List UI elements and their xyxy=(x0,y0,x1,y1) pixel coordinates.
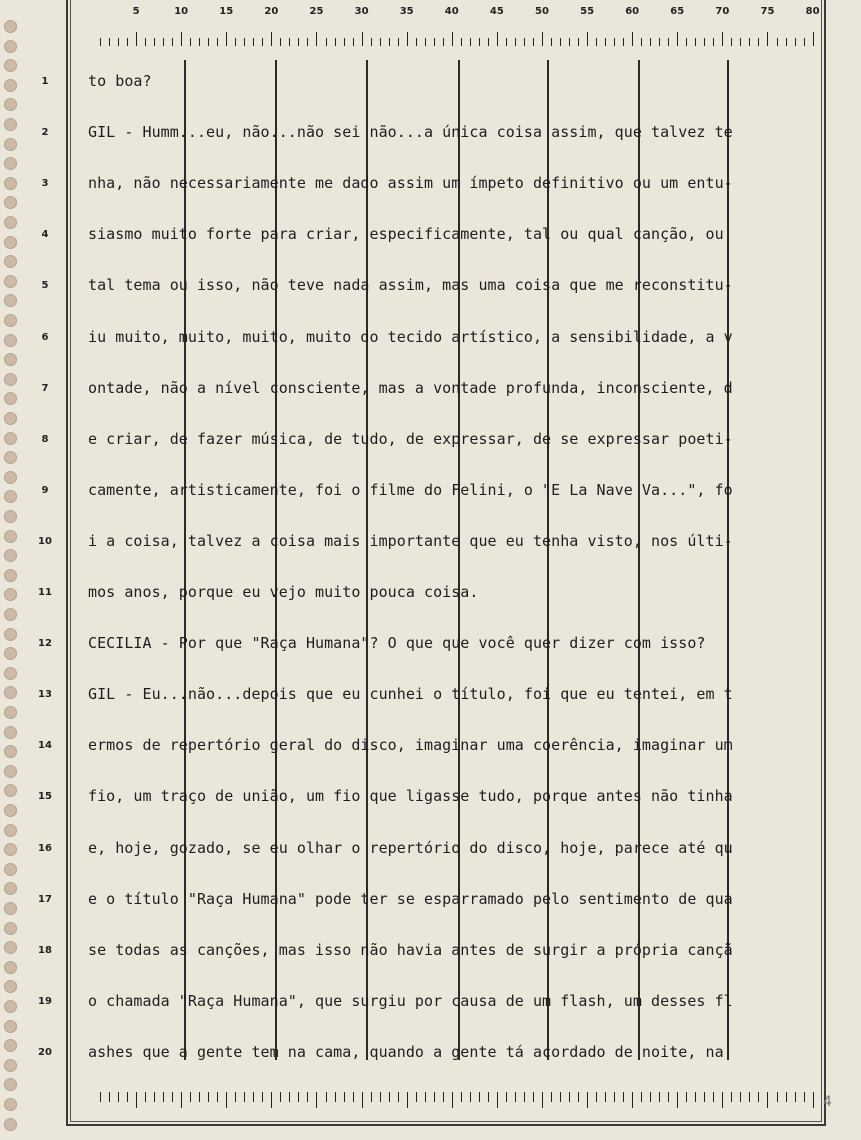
ruler-number: 65 xyxy=(670,6,685,17)
ruler-tick xyxy=(569,1092,570,1102)
ruler-number: 10 xyxy=(174,6,189,17)
binder-hole xyxy=(4,745,17,758)
text-line: e criar, de fazer música, de tudo, de expressar, de se expressar poeti- xyxy=(88,429,733,448)
line-number: 15 xyxy=(38,791,52,803)
ruler-tick xyxy=(713,38,714,46)
ruler-tick xyxy=(722,1092,723,1108)
ruler-tick xyxy=(443,1092,444,1102)
binder-hole xyxy=(4,1059,17,1072)
ruler-number: 55 xyxy=(580,6,595,17)
ruler-tick xyxy=(199,1092,200,1102)
binder-hole xyxy=(4,471,17,484)
text-line: ermos de repertório geral do disco, imaginar uma coerência, imaginar um xyxy=(88,736,733,755)
binder-hole xyxy=(4,314,17,327)
ruler-tick xyxy=(713,1092,714,1102)
ruler-tick xyxy=(551,1092,552,1102)
ruler-tick xyxy=(804,38,805,46)
ruler-tick xyxy=(786,38,787,46)
ruler-tick xyxy=(298,1092,299,1102)
ruler-tick xyxy=(244,38,245,46)
binder-hole xyxy=(4,1078,17,1091)
ruler-tick xyxy=(280,38,281,46)
ruler-tick xyxy=(722,32,723,46)
ruler-tick xyxy=(199,38,200,46)
ruler-tick xyxy=(488,1092,489,1102)
ruler-tick xyxy=(208,1092,209,1102)
binder-hole xyxy=(4,59,17,72)
column-guide-line xyxy=(727,60,729,1060)
ruler-tick xyxy=(262,1092,263,1102)
ruler-tick xyxy=(461,1092,462,1102)
ruler-tick xyxy=(777,38,778,46)
ruler-tick xyxy=(641,38,642,46)
ruler-tick xyxy=(614,38,615,46)
column-guide-line xyxy=(458,60,460,1060)
ruler-tick xyxy=(127,38,128,46)
binder-hole xyxy=(4,530,17,543)
ruler-tick xyxy=(217,38,218,46)
binder-hole xyxy=(4,177,17,190)
ruler-tick xyxy=(524,38,525,46)
ruler-tick xyxy=(118,38,119,46)
ruler-number: 70 xyxy=(715,6,730,17)
ruler-tick xyxy=(163,38,164,46)
ruler-tick xyxy=(127,1092,128,1102)
binder-hole xyxy=(4,686,17,699)
ruler-tick xyxy=(307,1092,308,1102)
ruler-tick xyxy=(605,38,606,46)
binder-hole xyxy=(4,510,17,523)
ruler-tick xyxy=(686,38,687,46)
ruler-number: 40 xyxy=(444,6,459,17)
text-line: ontade, não a nível consciente, mas a vontade profunda, inconsciente, d xyxy=(88,378,733,397)
ruler-tick xyxy=(786,1092,787,1102)
ruler-tick xyxy=(777,1092,778,1102)
ruler-tick xyxy=(154,1092,155,1102)
binder-hole xyxy=(4,863,17,876)
ruler-tick xyxy=(208,38,209,46)
binder-hole xyxy=(4,432,17,445)
ruler-tick xyxy=(335,1092,336,1102)
ruler-tick xyxy=(289,38,290,46)
line-number: 9 xyxy=(41,484,49,496)
binder-hole xyxy=(4,628,17,641)
ruler-tick xyxy=(578,38,579,46)
line-number: 13 xyxy=(38,689,52,701)
ruler-number: 50 xyxy=(535,6,549,17)
binder-hole xyxy=(4,1020,17,1033)
ruler-tick xyxy=(298,38,299,46)
ruler-tick xyxy=(118,1092,119,1102)
line-number: 18 xyxy=(38,944,52,956)
ruler-tick xyxy=(605,1092,606,1102)
ruler-tick xyxy=(758,38,759,46)
ruler-tick xyxy=(145,38,146,46)
ruler-tick xyxy=(371,38,372,46)
text-line: se todas as canções, mas isso não havia antes de surgir a própria cançã xyxy=(88,940,733,959)
binder-hole xyxy=(4,706,17,719)
ruler-tick xyxy=(533,1092,534,1102)
ruler-tick xyxy=(461,38,462,46)
ruler-number: 35 xyxy=(399,6,414,17)
ruler-tick xyxy=(172,1092,173,1102)
ruler-tick xyxy=(506,38,507,46)
ruler-tick xyxy=(416,1092,417,1102)
ruler-tick xyxy=(425,38,426,46)
binder-hole xyxy=(4,20,17,33)
ruler-tick xyxy=(740,1092,741,1102)
ruler-number: 75 xyxy=(760,6,775,17)
binder-hole xyxy=(4,353,17,366)
ruler-tick xyxy=(271,32,272,46)
binder-holes xyxy=(4,20,20,1130)
line-number: 16 xyxy=(38,842,52,854)
binder-hole xyxy=(4,1098,17,1111)
ruler-tick xyxy=(452,1092,453,1108)
ruler-tick xyxy=(316,32,317,46)
binder-hole xyxy=(4,882,17,895)
ruler-tick xyxy=(154,38,155,46)
line-number: 17 xyxy=(38,893,52,905)
ruler-tick xyxy=(362,1092,363,1108)
ruler-tick xyxy=(253,38,254,46)
ruler-tick xyxy=(136,1092,137,1108)
binder-hole xyxy=(4,98,17,111)
ruler-tick xyxy=(434,1092,435,1102)
ruler-tick xyxy=(704,38,705,46)
ruler-number: 15 xyxy=(219,6,234,17)
ruler-tick xyxy=(353,1092,354,1102)
ruler-tick xyxy=(587,1092,588,1108)
ruler-tick xyxy=(677,1092,678,1108)
line-number: 19 xyxy=(38,995,52,1007)
binder-hole xyxy=(4,1000,17,1013)
ruler-tick xyxy=(587,32,588,46)
ruler-tick xyxy=(389,38,390,46)
page-mark: 4 xyxy=(823,1094,832,1110)
text-line: siasmo muito forte para criar, especificamente, tal ou qual canção, ou xyxy=(88,225,724,244)
ruler-number: 60 xyxy=(625,6,640,17)
ruler-tick xyxy=(551,38,552,46)
ruler-tick xyxy=(407,32,408,46)
ruler-tick xyxy=(731,38,732,46)
line-number: 11 xyxy=(38,587,52,598)
ruler-tick xyxy=(109,38,110,46)
ruler-tick xyxy=(244,1092,245,1102)
ruler-tick xyxy=(542,32,543,46)
ruler-tick xyxy=(190,1092,191,1102)
ruler-tick xyxy=(109,1092,110,1102)
ruler-number: 25 xyxy=(309,6,324,17)
binder-hole xyxy=(4,961,17,974)
line-number: 10 xyxy=(38,535,52,547)
ruler-tick xyxy=(470,38,471,46)
ruler-tick xyxy=(596,38,597,46)
line-number: 6 xyxy=(41,331,49,343)
line-number: 14 xyxy=(38,740,52,752)
binder-hole xyxy=(4,1118,17,1131)
text-line: e, hoje, gozado, se eu olhar o repertório do disco, hoje, parece até qu xyxy=(88,838,733,857)
binder-hole xyxy=(4,216,17,229)
ruler-tick xyxy=(795,38,796,46)
binder-hole xyxy=(4,980,17,993)
binder-hole xyxy=(4,941,17,954)
text-line: to boa? xyxy=(88,72,152,90)
binder-hole xyxy=(4,236,17,249)
line-number: 4 xyxy=(41,229,49,241)
ruler-tick xyxy=(145,1092,146,1102)
ruler-tick xyxy=(226,1092,227,1108)
ruler-tick xyxy=(668,38,669,46)
ruler-tick xyxy=(271,1092,272,1108)
ruler-tick xyxy=(623,38,624,46)
ruler-tick xyxy=(371,1092,372,1102)
ruler-tick xyxy=(253,1092,254,1102)
line-number: 20 xyxy=(38,1046,52,1058)
ruler-tick xyxy=(515,38,516,46)
ruler-tick xyxy=(740,38,741,46)
ruler-tick xyxy=(226,32,227,46)
ruler-tick xyxy=(344,1092,345,1102)
ruler-tick xyxy=(614,1092,615,1102)
ruler-tick xyxy=(398,38,399,46)
ruler-tick xyxy=(416,38,417,46)
ruler-tick xyxy=(380,1092,381,1102)
ruler-tick xyxy=(470,1092,471,1102)
binder-hole xyxy=(4,569,17,582)
line-number: 1 xyxy=(41,76,49,87)
text-line: ashes que a gente tem na cama, quando a gente tá acordado de noite, na xyxy=(88,1042,724,1061)
ruler-tick xyxy=(407,1092,408,1108)
ruler-top xyxy=(100,6,820,46)
ruler-tick xyxy=(524,1092,525,1102)
binder-hole xyxy=(4,549,17,562)
line-number: 2 xyxy=(41,127,49,139)
ruler-tick xyxy=(389,1092,390,1102)
text-line: o chamada "Raça Humana", que surgiu por causa de um flash, um desses fl xyxy=(88,991,733,1010)
ruler-number: 5 xyxy=(132,6,140,17)
binder-hole xyxy=(4,647,17,660)
ruler-tick xyxy=(623,1092,624,1102)
ruler-tick xyxy=(344,38,345,46)
ruler-tick xyxy=(515,1092,516,1102)
ruler-tick xyxy=(479,1092,480,1102)
ruler-number: 20 xyxy=(264,6,279,17)
binder-hole xyxy=(4,804,17,817)
ruler-tick xyxy=(190,38,191,46)
binder-hole xyxy=(4,412,17,425)
ruler-tick xyxy=(533,38,534,46)
ruler-tick xyxy=(813,32,814,46)
ruler-tick xyxy=(749,1092,750,1102)
ruler-tick xyxy=(659,38,660,46)
ruler-tick xyxy=(795,1092,796,1102)
column-guide-line xyxy=(366,60,368,1060)
ruler-tick xyxy=(316,1092,317,1108)
text-line: GIL - Eu...não...depois que eu cunhei o título, foi que eu tentei, em t xyxy=(88,685,733,704)
ruler-tick xyxy=(767,32,768,46)
ruler-tick xyxy=(695,1092,696,1102)
ruler-tick xyxy=(326,38,327,46)
line-number: 5 xyxy=(41,280,49,292)
binder-hole xyxy=(4,451,17,464)
binder-hole xyxy=(4,843,17,856)
ruler-number: 80 xyxy=(805,6,820,17)
ruler-tick xyxy=(659,1092,660,1102)
binder-hole xyxy=(4,118,17,131)
ruler-tick xyxy=(380,38,381,46)
binder-hole xyxy=(4,922,17,935)
binder-hole xyxy=(4,255,17,268)
text-line: e o título "Raça Humana" pode ter se esparramado pelo sentimento de qua xyxy=(88,889,733,908)
binder-hole xyxy=(4,588,17,601)
ruler-tick xyxy=(452,32,453,46)
ruler-tick xyxy=(235,38,236,46)
column-guide-line xyxy=(547,60,549,1060)
ruler-tick xyxy=(668,1092,669,1102)
ruler-tick xyxy=(596,1092,597,1102)
ruler-tick xyxy=(181,1092,182,1108)
binder-hole xyxy=(4,902,17,915)
ruler-tick xyxy=(641,1092,642,1102)
ruler-tick xyxy=(217,1092,218,1102)
ruler-tick xyxy=(560,38,561,46)
column-guide-line xyxy=(275,60,277,1060)
ruler-tick xyxy=(163,1092,164,1102)
ruler-tick xyxy=(443,38,444,46)
text-line: nha, não necessariamente me dado assim um ímpeto definitivo ou um entu- xyxy=(88,174,733,193)
ruler-tick xyxy=(704,1092,705,1102)
column-guide-line xyxy=(184,60,186,1060)
binder-hole xyxy=(4,373,17,386)
ruler-tick xyxy=(181,32,182,46)
ruler-tick xyxy=(686,1092,687,1102)
binder-hole xyxy=(4,608,17,621)
line-number: 7 xyxy=(41,382,49,394)
ruler-number: 45 xyxy=(489,6,504,17)
ruler-tick xyxy=(307,38,308,46)
binder-hole xyxy=(4,294,17,307)
ruler-tick xyxy=(758,1092,759,1102)
ruler-tick xyxy=(136,32,137,46)
text-line: iu muito, muito, muito, muito do tecido artístico, a sensibilidade, a v xyxy=(88,327,733,346)
ruler-tick xyxy=(542,1092,543,1108)
ruler-tick xyxy=(749,38,750,46)
ruler-tick xyxy=(677,32,678,46)
binder-hole xyxy=(4,726,17,739)
ruler-tick xyxy=(731,1092,732,1102)
binder-hole xyxy=(4,765,17,778)
ruler-tick xyxy=(100,38,101,46)
text-line: tal tema ou isso, não teve nada assim, mas uma coisa que me reconstitu- xyxy=(88,276,733,295)
text-line: fio, um traço de união, um fio que ligasse tudo, porque antes não tinha xyxy=(88,787,733,806)
ruler-tick xyxy=(353,38,354,46)
line-number: 12 xyxy=(38,638,52,650)
binder-hole xyxy=(4,490,17,503)
line-number: 8 xyxy=(41,433,49,445)
column-guide-line xyxy=(638,60,640,1060)
ruler-tick xyxy=(289,1092,290,1102)
line-number: 3 xyxy=(41,178,49,190)
binder-hole xyxy=(4,1039,17,1052)
ruler-tick xyxy=(695,38,696,46)
binder-hole xyxy=(4,392,17,405)
ruler-tick xyxy=(497,32,498,46)
binder-hole xyxy=(4,784,17,797)
ruler-tick xyxy=(506,1092,507,1102)
ruler-tick xyxy=(578,1092,579,1102)
binder-hole xyxy=(4,334,17,347)
ruler-bottom xyxy=(100,1092,820,1116)
ruler-tick xyxy=(632,32,633,46)
text-line: i a coisa, talvez a coisa mais importante que eu tenha visto, nos últi- xyxy=(88,531,733,550)
ruler-tick xyxy=(650,38,651,46)
ruler-tick xyxy=(326,1092,327,1102)
ruler-tick xyxy=(560,1092,561,1102)
ruler-tick xyxy=(569,38,570,46)
ruler-tick xyxy=(767,1092,768,1108)
ruler-tick xyxy=(632,1092,633,1108)
binder-hole xyxy=(4,667,17,680)
ruler-tick xyxy=(280,1092,281,1102)
ruler-tick xyxy=(262,38,263,46)
binder-hole xyxy=(4,275,17,288)
binder-hole xyxy=(4,40,17,53)
text-line: GIL - Humm...eu, não...não sei não...a única coisa assim, que talvez te xyxy=(88,123,733,142)
ruler-tick xyxy=(100,1092,101,1102)
ruler-number: 30 xyxy=(354,6,369,17)
binder-hole xyxy=(4,824,17,837)
ruler-tick xyxy=(425,1092,426,1102)
ruler-tick xyxy=(235,1092,236,1102)
binder-hole xyxy=(4,196,17,209)
ruler-tick xyxy=(172,38,173,46)
ruler-tick xyxy=(488,38,489,46)
ruler-tick xyxy=(804,1092,805,1102)
ruler-tick xyxy=(479,38,480,46)
ruler-tick xyxy=(362,32,363,46)
binder-hole xyxy=(4,79,17,92)
ruler-tick xyxy=(813,1092,814,1108)
ruler-tick xyxy=(398,1092,399,1102)
ruler-tick xyxy=(497,1092,498,1108)
ruler-tick xyxy=(335,38,336,46)
binder-hole xyxy=(4,157,17,170)
text-line: camente, artisticamente, foi o filme do Felini, o "E La Nave Va...", fo xyxy=(88,480,733,499)
ruler-tick xyxy=(434,38,435,46)
binder-hole xyxy=(4,138,17,151)
text-line: mos anos, porque eu vejo muito pouca coisa. xyxy=(88,583,479,601)
text-line: CECILIA - Por que "Raça Humana"? O que que você quer dizer com isso? xyxy=(88,634,706,653)
ruler-tick xyxy=(650,1092,651,1102)
